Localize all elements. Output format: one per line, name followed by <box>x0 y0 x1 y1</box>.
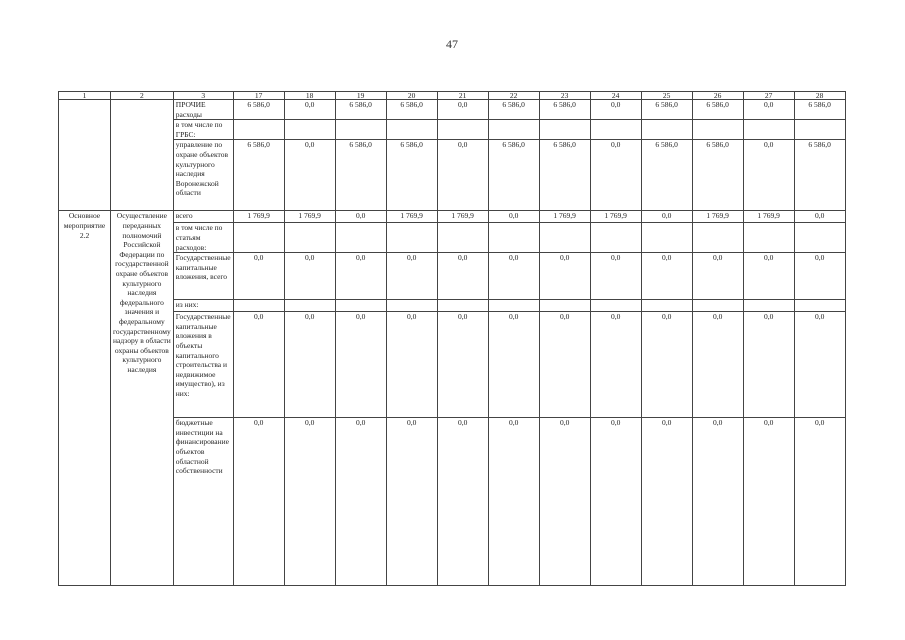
value-cell: 0,0 <box>335 211 386 223</box>
value-cell: 0,0 <box>437 253 488 300</box>
value-cell <box>590 300 641 312</box>
value-cell: 6 586,0 <box>488 140 539 211</box>
value-cell: 0,0 <box>335 312 386 418</box>
value-cell <box>641 120 692 140</box>
value-cell: 6 586,0 <box>539 140 590 211</box>
value-cell: 0,0 <box>386 253 437 300</box>
value-cell: 0,0 <box>539 253 590 300</box>
value-cell: 0,0 <box>692 312 743 418</box>
column-header: 19 <box>335 92 386 100</box>
value-cell <box>284 300 335 312</box>
value-cell <box>335 120 386 140</box>
value-cell <box>284 223 335 253</box>
value-cell <box>641 300 692 312</box>
value-cell: 0,0 <box>539 312 590 418</box>
value-cell: 1 769,9 <box>743 211 794 223</box>
value-cell <box>794 223 845 253</box>
value-cell: 6 586,0 <box>386 100 437 120</box>
table-row <box>59 418 846 586</box>
value-cell: 1 769,9 <box>437 211 488 223</box>
value-cell: 0,0 <box>539 418 590 586</box>
value-cell <box>641 223 692 253</box>
value-cell: 0,0 <box>488 418 539 586</box>
value-cell: 0,0 <box>641 253 692 300</box>
value-cell: 0,0 <box>692 253 743 300</box>
value-cell: 0,0 <box>284 100 335 120</box>
value-cell: 0,0 <box>488 211 539 223</box>
value-cell <box>539 300 590 312</box>
value-cell: 0,0 <box>794 312 845 418</box>
value-cell: 6 586,0 <box>692 100 743 120</box>
value-cell: 0,0 <box>743 418 794 586</box>
value-cell <box>386 223 437 253</box>
value-cell: 6 586,0 <box>641 140 692 211</box>
value-cell: 0,0 <box>590 140 641 211</box>
value-cell: 0,0 <box>743 100 794 120</box>
table-row <box>59 120 846 140</box>
value-cell <box>539 223 590 253</box>
value-cell: 0,0 <box>488 312 539 418</box>
column-header: 18 <box>284 92 335 100</box>
column-header: 25 <box>641 92 692 100</box>
row-label: ПРОЧИЕ расходы <box>173 100 233 120</box>
column-header: 2 <box>111 92 174 100</box>
value-cell: 6 586,0 <box>692 140 743 211</box>
value-cell <box>488 300 539 312</box>
value-cell <box>743 223 794 253</box>
value-cell: 1 769,9 <box>233 211 284 223</box>
budget-table <box>58 91 846 586</box>
value-cell <box>437 223 488 253</box>
value-cell: 0,0 <box>488 253 539 300</box>
column-header: 23 <box>539 92 590 100</box>
value-cell: 0,0 <box>590 100 641 120</box>
value-cell <box>335 300 386 312</box>
value-cell: 0,0 <box>590 418 641 586</box>
value-cell: 0,0 <box>437 312 488 418</box>
table-row <box>59 312 846 418</box>
column-header: 27 <box>743 92 794 100</box>
value-cell <box>794 120 845 140</box>
value-cell: 1 769,9 <box>386 211 437 223</box>
value-cell: 0,0 <box>335 418 386 586</box>
value-cell <box>233 223 284 253</box>
value-cell: 6 586,0 <box>488 100 539 120</box>
value-cell <box>437 300 488 312</box>
value-cell: 6 586,0 <box>335 140 386 211</box>
value-cell: 6 586,0 <box>794 100 845 120</box>
value-cell <box>437 120 488 140</box>
value-cell: 0,0 <box>794 253 845 300</box>
column-header: 26 <box>692 92 743 100</box>
table-row <box>59 211 846 223</box>
value-cell: 1 769,9 <box>590 211 641 223</box>
row-label: Государственные капитальные вложения, всего <box>173 253 233 300</box>
column-header: 3 <box>173 92 233 100</box>
value-cell: 1 769,9 <box>692 211 743 223</box>
value-cell: 0,0 <box>437 140 488 211</box>
value-cell <box>386 120 437 140</box>
row-label: Государственные капитальные вложения в объекты капитального строительства и недвижимое имущество), из них: <box>173 312 233 418</box>
column-header: 24 <box>590 92 641 100</box>
value-cell: 6 586,0 <box>335 100 386 120</box>
table-row <box>59 140 846 211</box>
table-row <box>59 253 846 300</box>
value-cell: 0,0 <box>233 418 284 586</box>
value-cell: 0,0 <box>284 140 335 211</box>
value-cell: 0,0 <box>284 418 335 586</box>
value-cell <box>284 120 335 140</box>
value-cell <box>590 223 641 253</box>
measure-name-cell: Осуществление переданных полномочий Российской Федерации по государственной охране объектов культурного наследия федерального значения и федеральному государственному надзору в области охраны объектов культурного наследия <box>111 211 174 586</box>
column-header: 22 <box>488 92 539 100</box>
value-cell: 0,0 <box>233 312 284 418</box>
table-header-row <box>59 92 846 100</box>
value-cell <box>794 300 845 312</box>
value-cell <box>335 223 386 253</box>
row-label: в том числе по ГРБС: <box>173 120 233 140</box>
measure-name-cell <box>111 100 174 211</box>
value-cell: 0,0 <box>743 312 794 418</box>
value-cell: 0,0 <box>284 253 335 300</box>
value-cell: 0,0 <box>794 418 845 586</box>
value-cell: 0,0 <box>590 253 641 300</box>
column-header: 21 <box>437 92 488 100</box>
value-cell <box>743 120 794 140</box>
measure-code-cell: Основное мероприятие 2.2 <box>59 211 111 586</box>
value-cell <box>233 300 284 312</box>
value-cell: 6 586,0 <box>233 100 284 120</box>
row-label: из них: <box>173 300 233 312</box>
row-label: бюджетные инвестиции на финансирование объектов областной собственности <box>173 418 233 586</box>
value-cell: 0,0 <box>437 418 488 586</box>
value-cell <box>692 120 743 140</box>
row-label: в том числе по статьям расходов: <box>173 223 233 253</box>
value-cell <box>386 300 437 312</box>
value-cell: 6 586,0 <box>794 140 845 211</box>
row-label: всего <box>173 211 233 223</box>
value-cell: 1 769,9 <box>539 211 590 223</box>
value-cell <box>233 120 284 140</box>
row-label: управление по охране объектов культурного наследия Воронежской области <box>173 140 233 211</box>
value-cell: 0,0 <box>437 100 488 120</box>
value-cell: 6 586,0 <box>641 100 692 120</box>
value-cell: 6 586,0 <box>539 100 590 120</box>
value-cell: 0,0 <box>590 312 641 418</box>
value-cell: 0,0 <box>641 312 692 418</box>
value-cell <box>743 300 794 312</box>
value-cell <box>692 300 743 312</box>
measure-code-cell <box>59 100 111 211</box>
value-cell: 0,0 <box>284 312 335 418</box>
value-cell: 0,0 <box>335 253 386 300</box>
value-cell: 0,0 <box>641 211 692 223</box>
value-cell: 0,0 <box>386 418 437 586</box>
column-header: 17 <box>233 92 284 100</box>
value-cell <box>488 120 539 140</box>
table-row <box>59 300 846 312</box>
value-cell <box>590 120 641 140</box>
value-cell: 0,0 <box>386 312 437 418</box>
value-cell: 0,0 <box>743 253 794 300</box>
column-header: 28 <box>794 92 845 100</box>
value-cell: 6 586,0 <box>233 140 284 211</box>
value-cell: 0,0 <box>743 140 794 211</box>
value-cell: 0,0 <box>641 418 692 586</box>
value-cell: 6 586,0 <box>386 140 437 211</box>
column-header: 1 <box>59 92 111 100</box>
value-cell: 0,0 <box>794 211 845 223</box>
value-cell <box>692 223 743 253</box>
value-cell: 1 769,9 <box>284 211 335 223</box>
value-cell <box>488 223 539 253</box>
table-row <box>59 223 846 253</box>
table-row <box>59 100 846 120</box>
value-cell: 0,0 <box>233 253 284 300</box>
value-cell: 0,0 <box>692 418 743 586</box>
value-cell <box>539 120 590 140</box>
column-header: 20 <box>386 92 437 100</box>
page-number: 47 <box>446 37 458 51</box>
